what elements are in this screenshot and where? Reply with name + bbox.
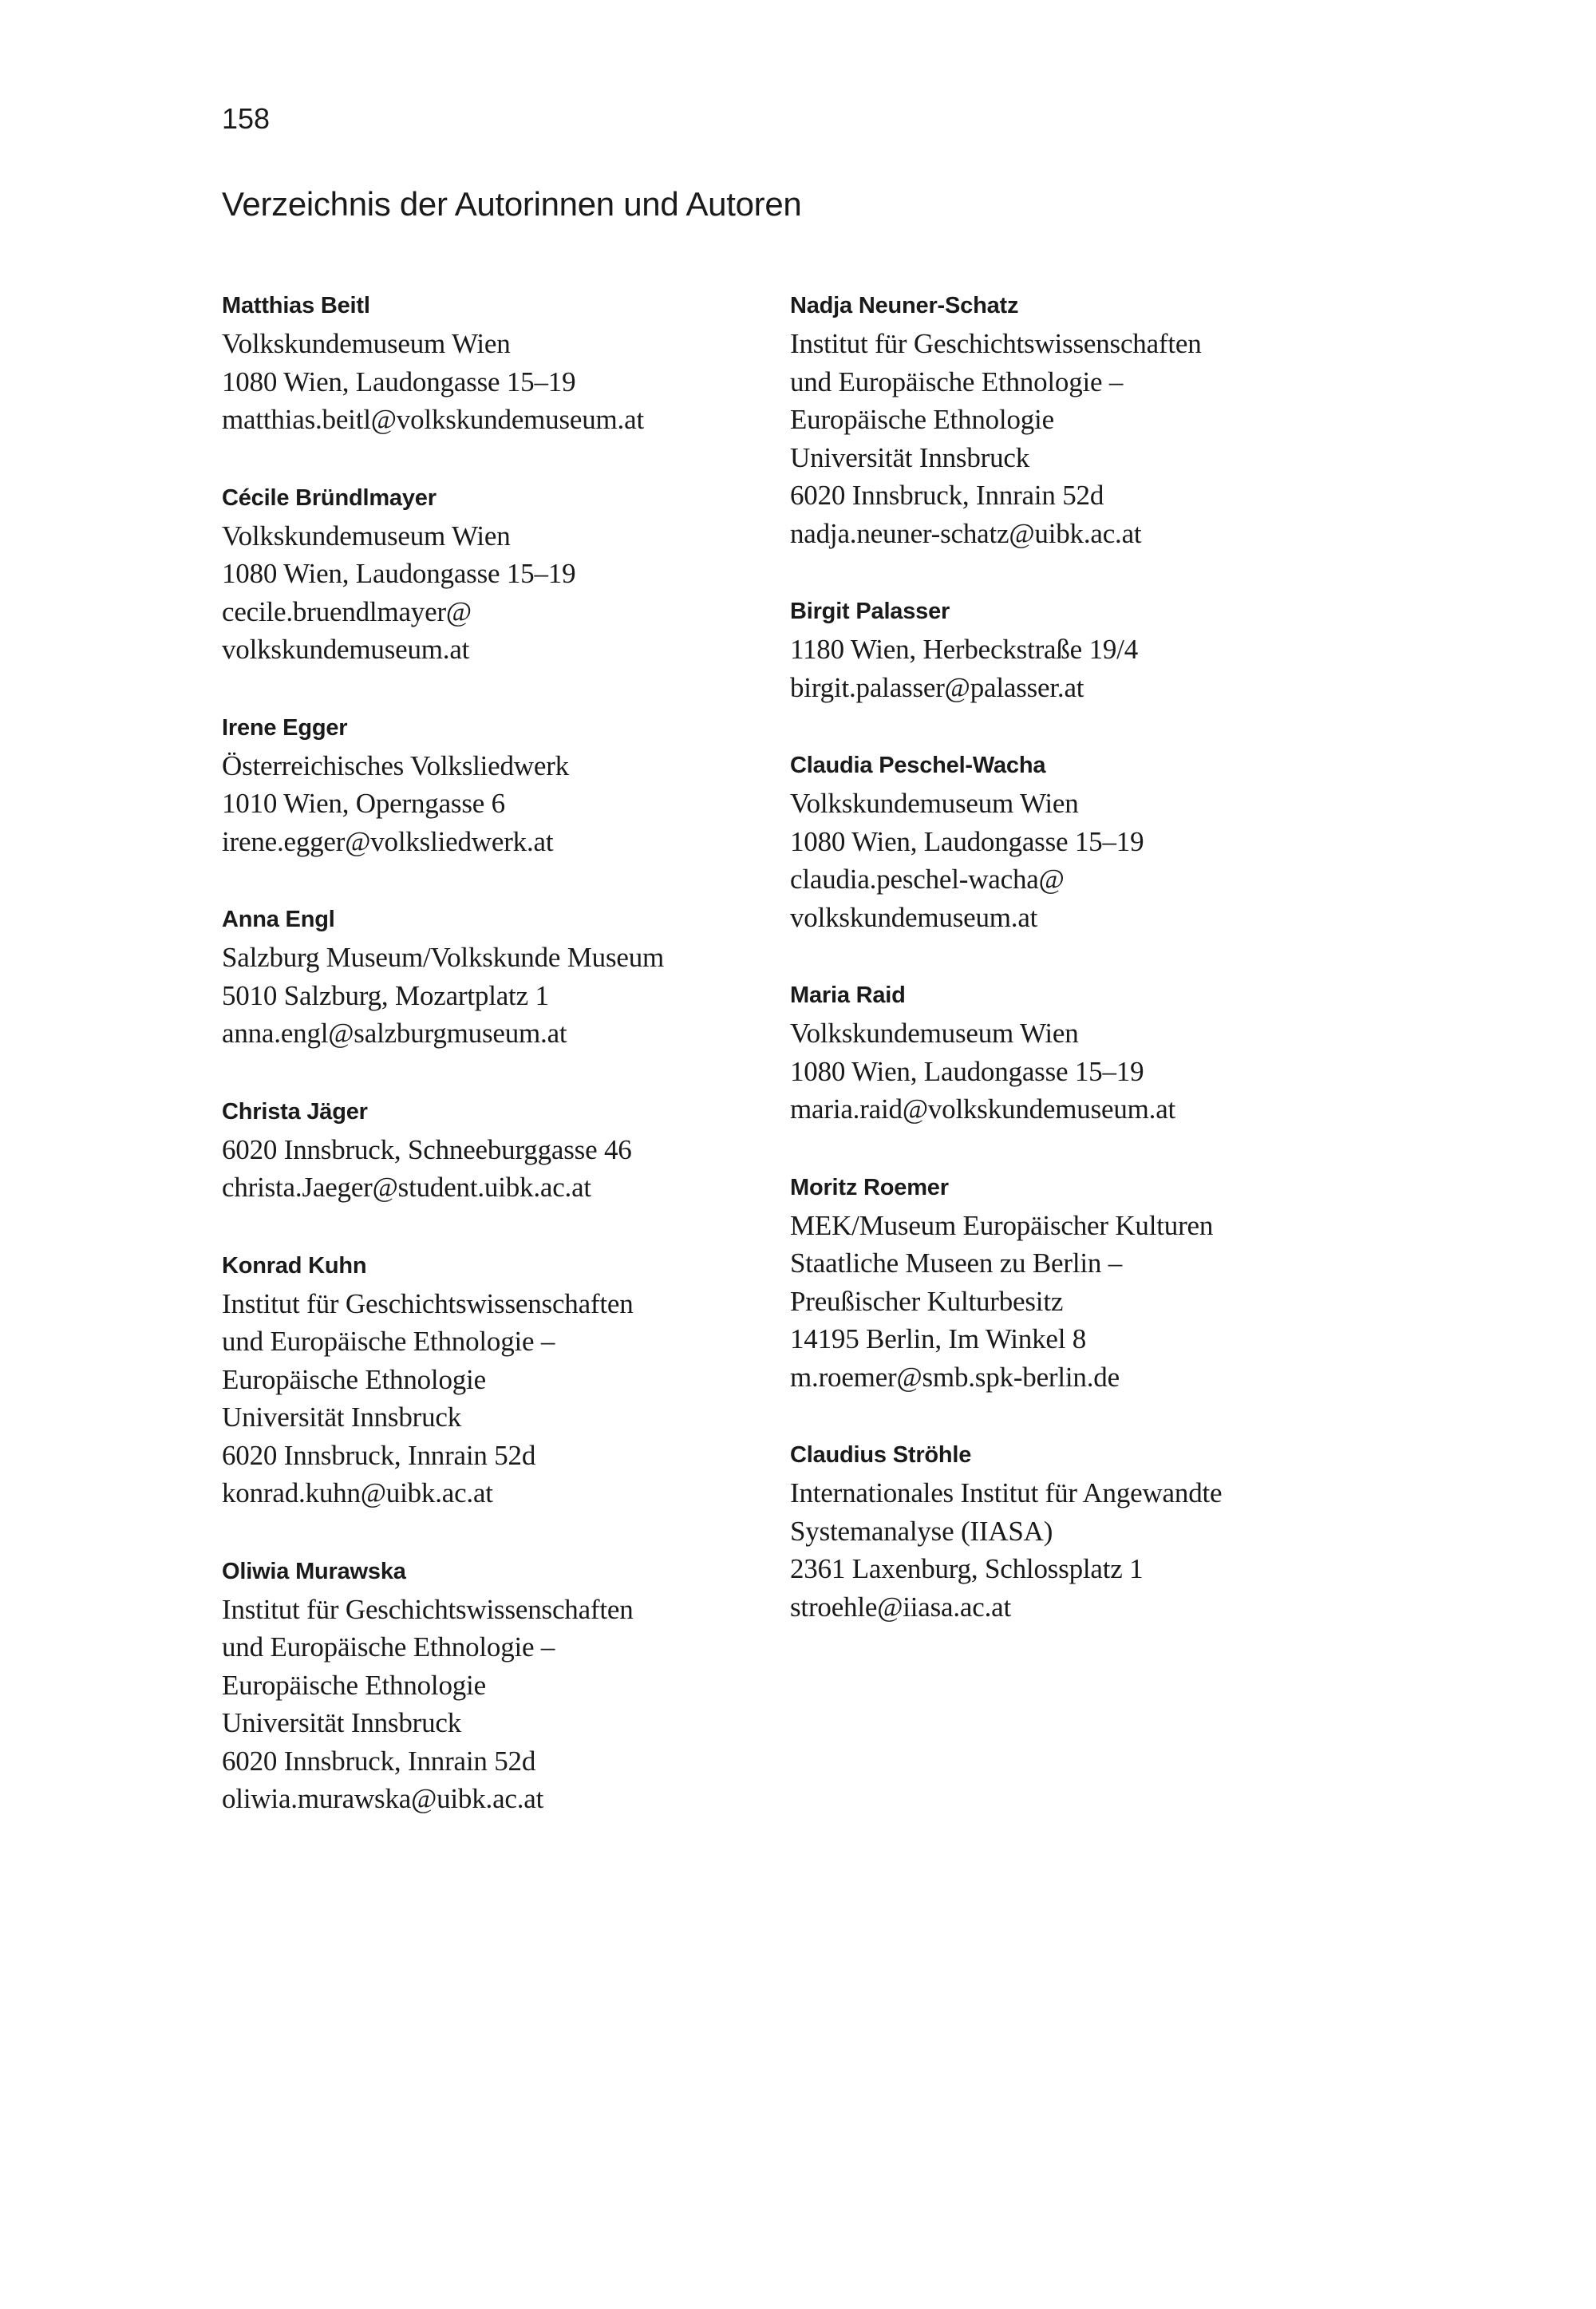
author-address-line: 14195 Berlin, Im Winkel 8 — [790, 1323, 1087, 1354]
author-address-line: Österreichisches Volksliedwerk — [222, 749, 569, 781]
author-address-line: Volkskundemuseum Wien — [222, 328, 511, 359]
author-entry — [222, 480, 780, 669]
author-entry — [222, 1247, 780, 1512]
author-address-line: und Europäische Ethnologie – — [222, 1326, 555, 1357]
author-name: Claudius Ströhle — [790, 1442, 972, 1468]
author-entry — [222, 1093, 780, 1207]
author-address-line: Universität Innsbruck — [790, 441, 1030, 473]
author-email: claudia.peschel-wacha@ — [790, 864, 1065, 895]
author-address-line: 1080 Wien, Laudongasse 15–19 — [222, 558, 576, 589]
author-address-line: 1010 Wien, Operngasse 6 — [222, 788, 505, 819]
author-name: Claudia Peschel-Wacha — [790, 753, 1046, 778]
author-name: Maria Raid — [790, 983, 906, 1008]
author-column-left — [222, 287, 780, 1859]
author-address-line: Volkskundemuseum Wien — [790, 1018, 1079, 1049]
author-address-line: Institut für Geschichtswissenschaften — [222, 1287, 634, 1319]
author-address-line: volkskundemuseum.at — [790, 901, 1038, 933]
author-email: anna.engl@salzburgmuseum.at — [222, 1018, 567, 1049]
author-email: konrad.kuhn@uibk.ac.at — [222, 1477, 493, 1508]
author-address-line: 1080 Wien, Laudongasse 15–19 — [790, 825, 1144, 857]
author-entry — [222, 901, 780, 1053]
author-address-line: Salzburg Museum/Volkskunde Museum — [222, 942, 665, 973]
author-name: Matthias Beitl — [222, 293, 370, 318]
author-entry — [790, 593, 1349, 706]
author-email: christa.Jaeger@student.uibk.ac.at — [222, 1172, 591, 1203]
author-address-line: 6020 Innsbruck, Schneeburggasse 46 — [222, 1133, 632, 1165]
author-entry — [790, 1437, 1349, 1626]
author-address-line: Europäische Ethnologie — [222, 1363, 486, 1395]
author-name: Cécile Bründlmayer — [222, 484, 437, 511]
author-address-line: und Europäische Ethnologie – — [222, 1631, 555, 1663]
author-address-line: 6020 Innsbruck, Innrain 52d — [222, 1439, 536, 1471]
author-name: Christa Jäger — [222, 1098, 368, 1125]
author-email: oliwia.murawska@uibk.ac.at — [222, 1783, 544, 1814]
author-email: irene.egger@volksliedwerk.at — [222, 825, 554, 857]
page-title: Verzeichnis der Autorinnen und Autoren — [222, 185, 802, 223]
author-address-line: und Europäische Ethnologie – — [790, 366, 1124, 397]
author-name: Moritz Roemer — [790, 1174, 949, 1200]
author-email: cecile.bruendlmayer@ — [222, 595, 472, 627]
author-address-line: volkskundemuseum.at — [222, 634, 470, 665]
author-email: stroehle@iiasa.ac.at — [790, 1591, 1011, 1623]
author-name: Oliwia Murawska — [222, 1558, 406, 1584]
author-name: Konrad Kuhn — [222, 1252, 367, 1279]
author-address-line: Volkskundemuseum Wien — [222, 520, 511, 552]
author-address-line: MEK/Museum Europäischer Kulturen — [790, 1209, 1214, 1241]
page-number: 158 — [222, 102, 271, 135]
author-entry — [222, 1553, 780, 1818]
author-entry — [790, 1169, 1349, 1397]
author-address-line: 6020 Innsbruck, Innrain 52d — [790, 480, 1104, 511]
author-address-line: Volkskundemuseum Wien — [790, 788, 1079, 819]
author-name: Nadja Neuner-Schatz — [790, 293, 1019, 318]
author-address-line: Systemanalyse (IIASA) — [790, 1515, 1053, 1547]
author-name: Anna Engl — [222, 907, 335, 932]
author-email: nadja.neuner-schatz@uibk.ac.at — [790, 517, 1142, 549]
author-name: Irene Egger — [222, 714, 348, 741]
author-entry — [790, 977, 1349, 1129]
author-entry — [222, 710, 780, 861]
author-email: maria.raid@volkskundemuseum.at — [790, 1093, 1176, 1125]
author-email: m.roemer@smb.spk-berlin.de — [790, 1361, 1120, 1393]
author-column-right — [790, 287, 1349, 1667]
author-entry — [790, 287, 1349, 552]
author-address-line: Universität Innsbruck — [222, 1402, 462, 1433]
author-address-line: 2361 Laxenburg, Schlossplatz 1 — [790, 1553, 1144, 1584]
author-address-line: Staatliche Museen zu Berlin – — [790, 1247, 1123, 1279]
author-address-line: Europäische Ethnologie — [222, 1669, 486, 1701]
author-address-line: Preußischer Kulturbesitz — [790, 1285, 1064, 1317]
author-address-line: 1180 Wien, Herbeckstraße 19/4 — [790, 634, 1138, 665]
author-address-line: Universität Innsbruck — [222, 1707, 462, 1738]
author-email: birgit.palasser@palasser.at — [790, 671, 1084, 703]
author-email: matthias.beitl@volkskundemuseum.at — [222, 404, 644, 435]
author-address-line: Institut für Geschichtswissenschaften — [222, 1593, 634, 1625]
author-address-line: 6020 Innsbruck, Innrain 52d — [222, 1745, 536, 1777]
author-address-line: 1080 Wien, Laudongasse 15–19 — [790, 1055, 1144, 1087]
author-entry — [790, 747, 1349, 936]
author-entry — [222, 287, 780, 439]
author-address-line: Europäische Ethnologie — [790, 404, 1054, 435]
author-address-line: Institut für Geschichtswissenschaften — [790, 328, 1202, 359]
author-name: Birgit Palasser — [790, 599, 950, 624]
author-address-line: Internationales Institut für Angewandte — [790, 1477, 1223, 1508]
author-address-line: 5010 Salzburg, Mozartplatz 1 — [222, 979, 549, 1011]
author-address-line: 1080 Wien, Laudongasse 15–19 — [222, 366, 576, 397]
